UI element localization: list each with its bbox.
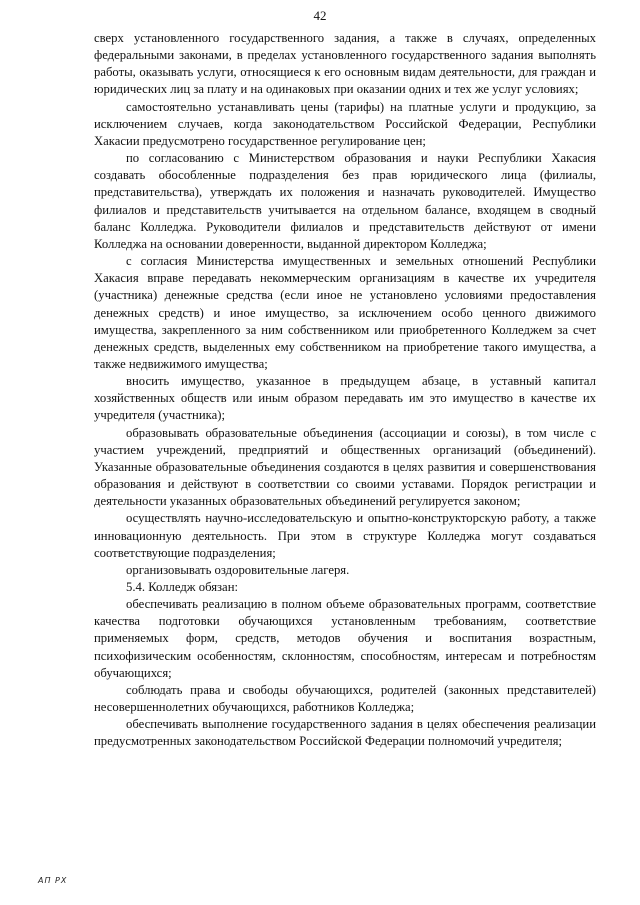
- paragraph-continuation: сверх установленного государственного задания, а также в случаях, определенных федеральными законами, в пределах установленного государственного задания выполнять работы, оказывать услуги, относящиеся к его основным видам деятельности, для граждан и юридических лиц за плату и на одинаковых при оказании одних и тех же услуг условиях;: [94, 31, 596, 97]
- paragraph-pricing: самостоятельно устанавливать цены (тарифы) на платные услуги и продукцию, за исключением случаев, когда законодательством Российской Федерации, Республики Хакасии предусмотрено государственное регулирование цен;: [94, 99, 596, 148]
- paragraph-research: осуществлять научно-исследовательскую и опытно-конструкторскую работу, а также инновационную деятельность. При этом в структуре Колледжа могут создаваться соответствующие подразделения;: [94, 511, 596, 560]
- paragraph-rights: соблюдать права и свободы обучающихся, родителей (законных представителей) несовершеннолетних обучающихся, работников Колледжа;: [94, 682, 596, 715]
- paragraph-property-transfer: с согласия Министерства имущественных и земельных отношений Республики Хакасия вправе передавать некоммерческим организациям в качестве их учредителя (участника) денежные средства (если иное не установлено условиями предоставления денежных средств) и иное имущество, за исключением особо ценного движимого имущества, закрепленного за ним собственником или приобретенного Колледжем за счет денежных средств, выделенных ему собственником на приобретение такого имущества, а также недвижимого имущества;: [94, 254, 596, 371]
- section-heading-5-4: 5.4. Колледж обязан:: [126, 580, 239, 594]
- page-number: 42: [313, 8, 327, 23]
- paragraph-capital-contribution: вносить имущество, указанное в предыдущем абзаце, в уставный капитал хозяйственных обществ или иным образом передавать им это имущество в качестве их учредителя (участника);: [94, 374, 596, 423]
- paragraph-camps: организовывать оздоровительные лагеря.: [126, 562, 350, 577]
- document-body: [94, 30, 596, 751]
- paragraph-branches: по согласованию с Министерством образования и науки Республики Хакасия создавать обособленные подразделения без прав юридического лица (филиалы, представительства), утверждать их положения и назначать руководителей. Имущество филиалов и представительств учитывается на отдельном балансе, входящем в сводный баланс Колледжа. Руководители филиалов и представительств действуют от имени Колледжа на основании доверенности, выданной директором Колледжа;: [94, 151, 596, 251]
- footer-stamp-mark: АП РХ: [38, 876, 68, 885]
- paragraph-state-task: обеспечивать выполнение государственного задания в целях обеспечения реализации предусмотренных законодательством Российской Федерации полномочий учредителя;: [94, 717, 596, 749]
- paragraph-programs: обеспечивать реализацию в полном объеме образовательных программ, соответствие качества подготовки обучающихся установленным требованиям, соответствие применяемых форм, средств, методов обучения и воспитания возрастным, психофизическим особенностям, склонностям, способностям, интересам и потребностям обучающихся;: [94, 597, 596, 680]
- paragraph-associations: образовывать образовательные объединения (ассоциации и союзы), в том числе с участием учреждений, предприятий и общественных организаций (объединений). Указанные образовательные объединения создаются в целях развития и совершенствования образования и действуют в соответствии со своими уставами. Порядок регистрации и деятельности указанных образовательных объединений регулируется законом;: [94, 425, 596, 509]
